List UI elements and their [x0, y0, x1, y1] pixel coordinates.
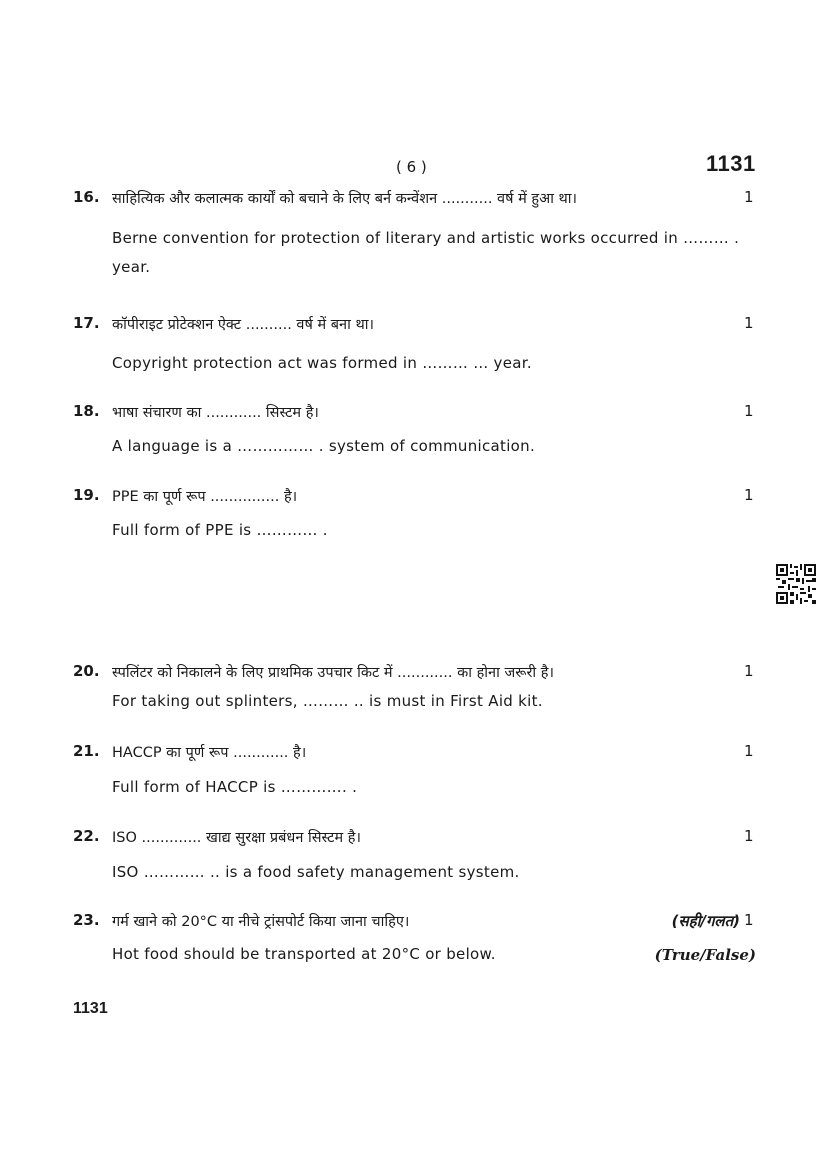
- question-text-english: Full form of HACCP is …………. .: [112, 778, 358, 796]
- question-text-english: For taking out splinters, ……… .. is must in First Aid kit.: [112, 692, 543, 710]
- question-text-english: Full form of PPE is ………… .: [112, 521, 328, 539]
- question-number: 18.: [73, 402, 100, 420]
- question-marks: 1: [744, 911, 754, 929]
- question-marks: 1: [744, 827, 754, 845]
- question-text-hindi: HACCP का पूर्ण रूप ............ है।: [112, 745, 307, 761]
- true-false-label-english: (True/False): [654, 946, 756, 964]
- question-text-english-line-1: Berne convention for protection of literary and artistic works occurred in ……… .: [112, 229, 740, 247]
- question-text-english: ISO ………… .. is a food safety management system.: [112, 863, 520, 881]
- page-number: ( 6 ): [396, 158, 427, 176]
- question-number: 16.: [73, 188, 100, 206]
- question-number: 17.: [73, 314, 100, 332]
- question-text-hindi: भाषा संचारण का ............ सिस्टम है।: [112, 405, 319, 421]
- paper-code-footer: 1131: [73, 1000, 108, 1017]
- question-marks: 1: [744, 314, 754, 332]
- question-number: 23.: [73, 911, 100, 929]
- question-text-hindi: ISO ............. खाद्य सुरक्षा प्रबंधन सिस्टम है।: [112, 830, 361, 846]
- question-number: 22.: [73, 827, 100, 845]
- question-marks: 1: [744, 662, 754, 680]
- true-false-label-hindi: (सही/गलत): [671, 912, 740, 930]
- question-text-english: Copyright protection act was formed in ……… … year.: [112, 354, 532, 372]
- question-text-english-line-2: year.: [112, 258, 151, 276]
- question-text-hindi: साहित्यिक और कलात्मक कार्यों को बचाने के लिए बर्न कन्वेंशन ........... वर्ष में हुआ था।: [112, 191, 578, 207]
- question-marks: 1: [744, 402, 754, 420]
- question-text-english: A language is a …………… . system of communication.: [112, 437, 536, 455]
- paper-code-header: 1131: [706, 151, 756, 176]
- question-marks: 1: [744, 742, 754, 760]
- question-text-hindi: गर्म खाने को 20°C या नीचे ट्रांसपोर्ट किया जाना चाहिए।: [112, 914, 410, 930]
- question-text-english: [112, 224, 757, 282]
- question-text-hindi: कॉपीराइट प्रोटेक्शन ऐक्ट .......... वर्ष में बना था।: [112, 317, 374, 333]
- question-marks: 1: [744, 188, 754, 206]
- question-text-hindi: स्पलिंटर को निकालने के लिए प्राथमिक उपचार किट में ............ का होना जरूरी है।: [112, 665, 554, 681]
- question-number: 21.: [73, 742, 100, 760]
- question-number: 19.: [73, 486, 100, 504]
- question-text-hindi: PPE का पूर्ण रूप ............... है।: [112, 489, 298, 505]
- question-marks: 1: [744, 486, 754, 504]
- question-text-english: Hot food should be transported at 20°C or below.: [112, 945, 496, 963]
- qr-code-icon: [776, 564, 816, 604]
- question-number: 20.: [73, 662, 100, 680]
